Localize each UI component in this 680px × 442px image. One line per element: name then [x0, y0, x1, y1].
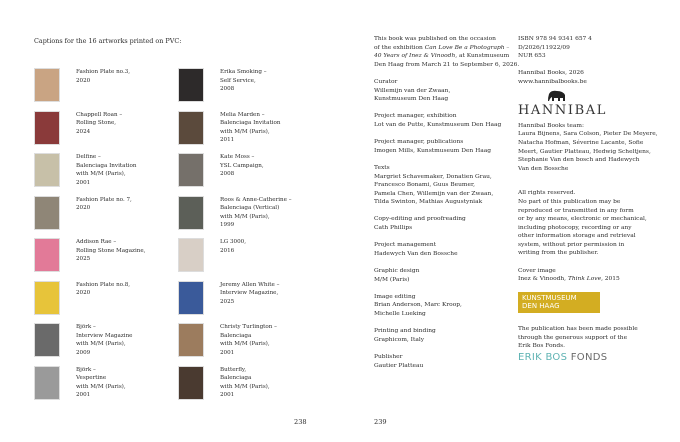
credit-name: Willemijn van der Zwaan,	[374, 87, 451, 94]
artwork-caption-text: Delfine – Balenciaga Invitation with M/M (Paris), 2001	[76, 154, 137, 186]
credit-entry	[374, 78, 524, 104]
artwork-thumbnail	[178, 238, 204, 272]
publisher-info: Hannibal Books, 2026 www.hannibalbooks.be	[518, 69, 678, 86]
credit-name: Michelle Lueking	[374, 311, 426, 317]
credit-name: Margriet Schavemaker, Donatien Grau,	[374, 173, 492, 180]
artwork-caption-text: Erika Smoking – Self Service, 2008	[220, 69, 267, 92]
credit-entry	[374, 112, 524, 129]
artwork-caption	[178, 153, 264, 187]
artwork-caption	[178, 196, 292, 230]
artwork-caption	[178, 238, 246, 272]
artwork-caption-text: Addison Rae – Rolling Stone Magazine, 2025	[76, 239, 146, 262]
credit-role: Curator	[374, 78, 398, 85]
artwork-caption	[34, 281, 130, 315]
artwork-thumbnail	[178, 153, 204, 187]
credit-name: M/M (Paris)	[374, 276, 410, 283]
elephant-logo-icon	[546, 90, 568, 102]
credit-role: Publisher	[374, 353, 403, 360]
artwork-caption	[178, 68, 267, 102]
colophon-column	[374, 35, 524, 379]
credit-name: Tilda Swinton, Mathias Augustyniak	[374, 199, 483, 206]
credit-entry	[374, 293, 524, 319]
artwork-thumbnail	[178, 323, 204, 357]
credit-name: Pamela Chen, Willemijn van der Zwaan,	[374, 190, 494, 197]
artwork-caption-text: Roos & Anne-Catherine – Balenciaga (Vertical) with M/M (Paris), 1999	[220, 196, 292, 228]
artwork-caption	[178, 281, 279, 315]
exhibition-title: Can Love Be a Photograph –	[424, 44, 510, 51]
artwork-thumbnail	[34, 111, 60, 145]
credit-name: Cath Phillips	[374, 225, 413, 232]
artwork-caption-text: Butterfly, Balenciaga with M/M (Paris), 2001	[220, 366, 270, 398]
credit-role: Project manager, exhibition	[374, 113, 457, 120]
hannibal-logo: HANNIBAL	[518, 103, 607, 119]
credit-entry	[374, 138, 524, 155]
artwork-caption	[178, 323, 277, 357]
artwork-thumbnail	[178, 366, 204, 400]
team-block: Hannibal Books team: Laura Bijnens, Sara Colson, Pieter De Meyere, Natacha Hofman, Séverine Lacante, Sofie Meert, Gautier Platteau, Hedwig Scheltjens, Stephanie Van den bosch and Hadewych Van den Bossche	[518, 122, 658, 172]
credit-role: Copy-editing and proofreading	[374, 216, 466, 223]
artwork-caption-text: Chappell Roan – Rolling Stone, 2024	[76, 111, 123, 135]
artwork-thumbnail	[34, 196, 60, 230]
credit-role: Image editing	[374, 293, 416, 300]
artwork-thumbnail	[178, 196, 204, 230]
credit-name: Kunstmuseum Den Haag	[374, 96, 449, 103]
right-page	[340, 0, 680, 442]
artwork-caption-text: Fashion Plate no.8, 2020	[76, 281, 131, 296]
artwork-thumbnail	[178, 111, 204, 145]
credit-role: Project manager, publications	[374, 139, 464, 146]
credit-entry	[374, 327, 524, 344]
credit-name: Hadewych Van den Bossche	[374, 250, 458, 257]
rights-block: All rights reserved. No part of this publication may be reproduced or transmitted in any form or by any means, electronic or mechanical, including photocopy, recording or any other information storage and retrieval system, without prior permission in writing from the publisher.	[518, 190, 647, 257]
artwork-thumbnail	[34, 68, 60, 102]
publisher-url[interactable]: www.hannibalbooks.be	[518, 78, 587, 85]
artwork-thumbnail	[34, 323, 60, 357]
artwork-caption	[34, 238, 145, 272]
credit-entry	[374, 267, 524, 284]
artwork-caption	[178, 366, 270, 400]
credit-name: Lot van de Putte, Kunstmuseum Den Haag	[374, 121, 502, 128]
isbn-block: ISBN 978 94 9341 657 4 D/2026/11922/09 NUR 653	[518, 36, 592, 60]
artwork-caption-text: Jeremy Allen White – Interview Magazine, 2025	[220, 281, 280, 305]
artwork-caption	[34, 323, 133, 357]
credit-role: Texts	[374, 164, 390, 171]
artwork-caption	[34, 111, 122, 145]
page-number-right: 239	[374, 418, 387, 426]
credit-entry	[374, 353, 524, 370]
artwork-caption-text: LG 3000, 2016	[220, 239, 246, 254]
artwork-caption-text: Kate Moss – YSL Campaign, 2008	[220, 154, 264, 177]
artwork-caption	[34, 153, 136, 187]
page-number-left: 238	[294, 418, 307, 426]
artwork-thumbnail	[34, 366, 60, 400]
artwork-thumbnail	[34, 238, 60, 272]
credit-entry	[374, 164, 524, 207]
credit-name: Brian Anderson, Marc Kroop,	[374, 302, 462, 309]
artwork-caption	[34, 68, 130, 102]
artwork-thumbnail	[34, 281, 60, 315]
credit-name: Francesco Bonami, Guus Beumer,	[374, 182, 476, 189]
credit-name: Imogen Mills, Kunstmuseum Den Haag	[374, 147, 492, 154]
credit-entry	[374, 241, 524, 258]
artwork-caption	[34, 196, 132, 230]
support-text: The publication has been made possible through the generous support of the Erik Bos Fonds.	[518, 326, 638, 350]
credit-role: Printing and binding	[374, 328, 436, 335]
artwork-caption-text: Fashion Plate no.3, 2020	[76, 69, 131, 84]
kunstmuseum-logo: KUNSTMUSEUM DEN HAAG	[518, 292, 600, 313]
credit-entry	[374, 215, 524, 232]
artwork-thumbnail	[178, 281, 204, 315]
intro-text: This book was published on the occasion of the exhibition Can Love Be a Photograph – 40 Years of Inez & Vinoodh, at Kunstmuseum Den Haag from March 21 to September 6, 2026.	[374, 36, 520, 68]
credit-name: Gautier Platteau	[374, 362, 424, 369]
credit-role: Graphic design	[374, 268, 420, 275]
credits-list	[374, 78, 524, 370]
artwork-thumbnail	[34, 153, 60, 187]
credit-name: Graphicom, Italy	[374, 336, 425, 343]
artwork-caption	[34, 366, 126, 400]
erik-bos-fonds-logo: ERIK BOS FONDS	[518, 352, 608, 364]
artwork-caption-text: Björk – Vespertine with M/M (Paris), 2001	[76, 366, 126, 398]
cover-image-credit: Cover image Inez & Vinoodh, Think Love, 2015	[518, 267, 620, 283]
publisher-column	[518, 35, 678, 363]
artwork-caption-text: Melia Marden – Balenciaga Invitation with M/M (Paris), 2011	[220, 111, 281, 143]
artwork-caption-text: Christy Turlington – Balenciaga with M/M (Paris), 2001	[220, 324, 277, 356]
artwork-thumbnail	[178, 68, 204, 102]
credit-role: Project management	[374, 242, 437, 249]
artwork-caption-text: Björk – Interview Magazine with M/M (Paris), 2009	[76, 324, 133, 356]
artwork-caption-text: Fashion Plate no. 7, 2020	[76, 196, 132, 211]
artwork-caption	[178, 111, 280, 145]
captions-heading: Captions for the 16 artworks printed on PVC:	[34, 37, 182, 45]
